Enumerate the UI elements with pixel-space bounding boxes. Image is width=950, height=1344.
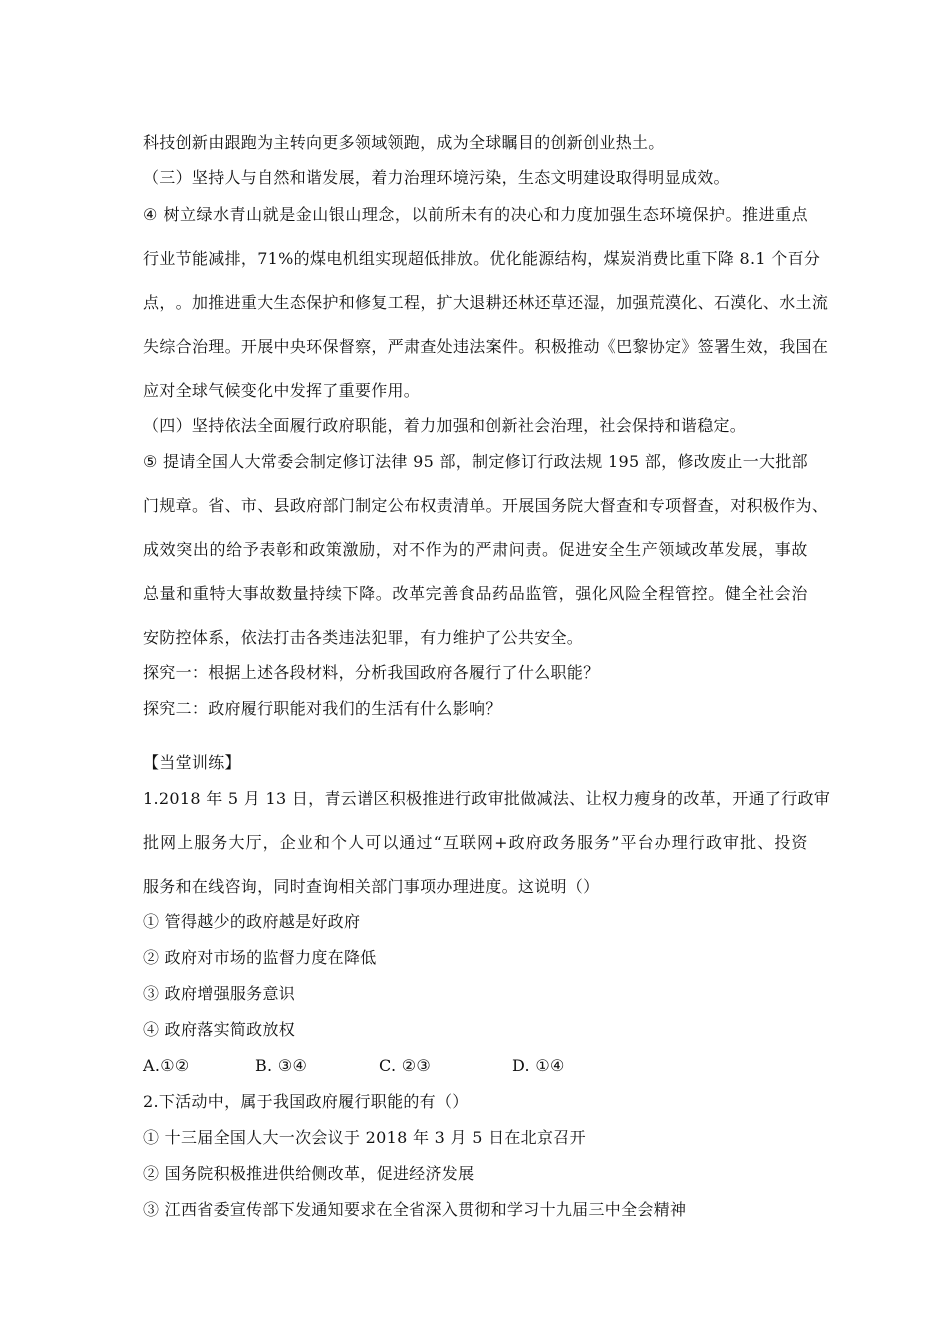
material-continuation-line: 科技创新由跟跑为主转向更多领域领跑，成为全球瞩目的创新创业热土。: [143, 133, 665, 152]
question-1-options: [143, 1056, 813, 1076]
question-2-statement: ① 十三届全国人大一次会议于 2018 年 3 月 5 日在北京召开: [143, 1128, 586, 1147]
para-4-line: 行 业 节 能 减 排 ， 7 1 % 的 煤 电 机 组 实 现 超 低 排 放 。 优 化 能 源 结 构 ， 煤 炭 消 费 比 重 下 降 8 . 1 个 百 分: [143, 249, 821, 268]
question-1-statement: ③ 政府增强服务意识: [143, 984, 296, 1003]
question-1-statement: ② 政府对市场的监督力度在降低: [143, 948, 377, 967]
section-3-heading: （三）坚持人与自然和谐发展，着力治理环境污染，生态文明建设取得明显成效。: [143, 168, 730, 187]
question-1-statement: ④ 政府落实简政放权: [143, 1020, 296, 1039]
question-1-stem-line: 服务和在线咨询，同时查询相关部门事项办理进度。这说明（）: [143, 877, 600, 896]
para-5-line: ⑤ 提 请 全 国 人 大 常 委 会 制 定 修 订 法 律 9 5 部 ， 制 定 修 订 行 政 法 规 1 9 5 部 ， 修 改 废 止 一 大 批 部: [143, 452, 808, 471]
para-4-line: ④ 树 立 绿 水 青 山 就 是 金 山 银 山 理 念 ， 以 前 所 未 有 的 决 心 和 力 度 加 强 生 态 环 境 保 护 。 推 进 重 点: [143, 205, 808, 224]
para-4-line: 点 ， 。 加 推 进 重 大 生 态 保 护 和 修 复 工 程 ， 扩 大 退 耕 还 林 还 草 还 湿 ， 加 强 荒 漠 化 、 石 漠 化 、 水 土 流: [143, 293, 829, 312]
option-a[interactable]: A.①②: [143, 1056, 190, 1075]
section-4-heading: （四）坚持依法全面履行政府职能，着力加强和创新社会治理，社会保持和谐稳定。: [143, 416, 747, 435]
question-1-statement: ① 管得越少的政府越是好政府: [143, 912, 361, 931]
question-1-stem-line: 1 . 2 0 1 8 年 5 月 1 3 日 ， 青 云 谱 区 积 极 推 进 行 政 审 批 做 减 法 、 让 权 力 瘦 身 的 改 革 ， 开 通 了 行 政 审: [143, 789, 831, 808]
para-5-line: 安防控体系，依法打击各类违法犯罪，有力维护了公共安全。: [143, 628, 584, 647]
inquiry-2: 探究二：政府履行职能对我们的生活有什么影响？: [143, 699, 502, 718]
para-4-line: 应对全球气候变化中发挥了重要作用。: [143, 381, 421, 400]
option-c[interactable]: C. ②③: [379, 1056, 432, 1075]
para-4-line: 失 综 合 治 理 。 开 展 中 央 环 保 督 察 ， 严 肃 查 处 违 法 案 件 。 积 极 推 动 《 巴 黎 协 定 》 签 署 生 效 ， 我 国 在: [143, 337, 829, 356]
question-2-statement: ② 国务院积极推进供给侧改革，促进经济发展: [143, 1164, 475, 1183]
training-heading: 【当堂训练】: [143, 753, 241, 772]
option-b[interactable]: B. ③④: [255, 1056, 308, 1075]
inquiry-1: 探究一：根据上述各段材料，分析我国政府各履行了什么职能？: [143, 663, 600, 682]
question-1-stem-line: 批 网 上 服 务 大 厅 ， 企 业 和 个 人 可 以 通 过 “ 互 联 网 + 政 府 政 务 服 务 ” 平 台 办 理 行 政 审 批 、 投 资: [143, 833, 808, 852]
option-d[interactable]: D. ①④: [512, 1056, 565, 1075]
para-5-line: 门 规 章 。 省 、 市 、 县 政 府 部 门 制 定 公 布 权 责 清 单 。 开 展 国 务 院 大 督 查 和 专 项 督 查 ， 对 积 极 作 为 、: [143, 496, 829, 515]
question-2-stem: 2.下活动中，属于我国政府履行职能的有（）: [143, 1092, 469, 1111]
para-5-line: 总 量 和 重 特 大 事 故 数 量 持 续 下 降 。 改 革 完 善 食 品 药 品 监 管 ， 强 化 风 险 全 程 管 控 。 健 全 社 会 治: [143, 584, 808, 603]
question-2-statement: ③ 江西省委宣传部下发通知要求在全省深入贯彻和学习十九届三中全会精神: [143, 1200, 687, 1219]
para-5-line: 成 效 突 出 的 给 予 表 彰 和 政 策 激 励 ， 对 不 作 为 的 严 肃 问 责 。 促 进 安 全 生 产 领 域 改 革 发 展 ， 事 故: [143, 540, 808, 559]
